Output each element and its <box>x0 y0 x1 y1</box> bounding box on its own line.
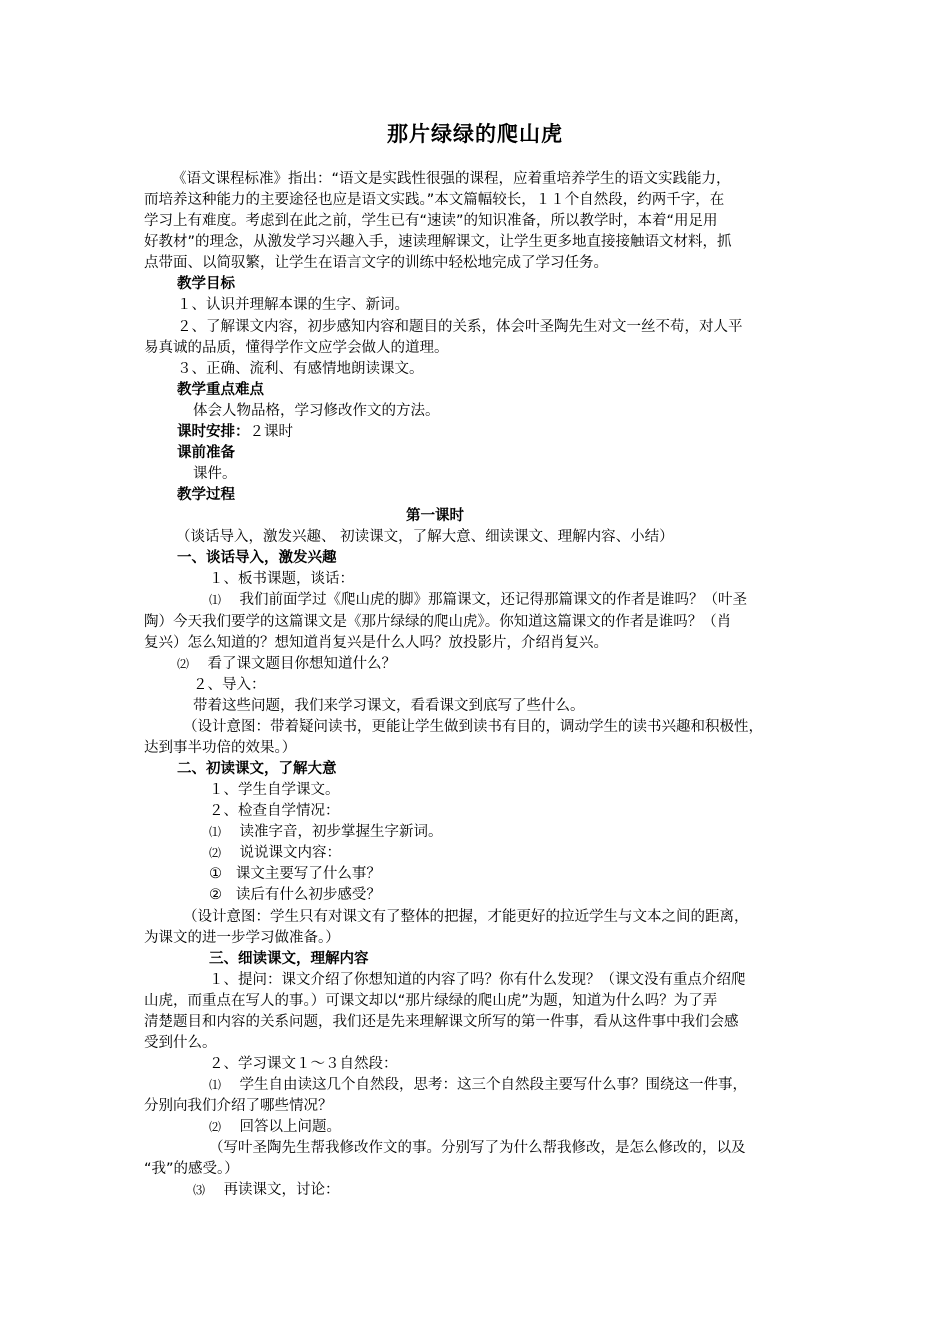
document-title: 那片绿绿的爬山虎 <box>387 122 563 146</box>
question-text: 读准字音，初步掌握生字新词。 <box>239 824 443 840</box>
section3-question <box>209 1075 747 1096</box>
section1-item: ２、导入： <box>193 677 266 693</box>
goal-item: １、认识并理解本课的生字、新词。 <box>177 297 409 313</box>
section1-text: 带着这些问题，我们来学习课文，看看课文到底写了些什么。 <box>193 698 585 714</box>
section2-design: （设计意图：学生只有对课文有了整体的把握，才能更好的拉近学生与文本之间的距离， <box>183 909 749 925</box>
section3-item: ２、学习课文１～３自然段： <box>209 1056 398 1072</box>
section2-sub <box>209 885 381 906</box>
section1-question <box>209 590 747 611</box>
intro-line: 点带面、以简驭繁，让学生在语言文字的训练中轻松地完成了学习任务。 <box>144 255 608 271</box>
goal-item: ２、了解课文内容，初步感知内容和题目的关系，体会叶圣陶先生对文一丝不苟，对人平 <box>177 319 743 335</box>
intro-line: 学习上有难度。考虑到在此之前，学生已有“速读”的知识准备，所以教学时，本着“用足用 <box>144 213 718 229</box>
goals-heading: 教学目标 <box>177 276 235 292</box>
section3-question <box>193 1180 339 1201</box>
question-number: ⑵ <box>209 1120 222 1134</box>
section1-design: 达到事半功倍的效果。） <box>144 740 297 756</box>
question-number: ⑴ <box>209 825 222 839</box>
lesson1-title: 第一课时 <box>406 508 464 524</box>
question-text: 看了课文题目你想知道什么？ <box>207 656 396 672</box>
keypoints-text: 体会人物品格，学习修改作文的方法。 <box>193 403 440 419</box>
section3-text: １、提问：课文介绍了你想知道的内容了吗？你有什么发现？（课文没有重点介绍爬 <box>209 972 746 988</box>
intro-line: 好教材”的理念，从激发学习兴趣入手，速读理解课文，让学生更多地直接接触语文材料，抓 <box>144 234 732 250</box>
section1-question-cont: 陶）今天我们要学的这篇课文是《那片绿绿的爬山虎》。你知道这篇课文的作者是谁吗？（肖 <box>144 614 732 630</box>
process-heading: 教学过程 <box>177 487 235 503</box>
section2-heading: 二、初读课文，了解大意 <box>177 761 337 777</box>
section3-question-cont: 分别向我们介绍了哪些情况？ <box>144 1098 333 1114</box>
section3-text: 受到什么。 <box>144 1035 217 1051</box>
question-text: 回答以上问题。 <box>239 1119 341 1135</box>
section1-question <box>177 654 396 675</box>
section3-text: 清楚题目和内容的关系问题，我们还是先来理解课文所写的第一件事，看从这件事中我们会感 <box>144 1014 739 1030</box>
schedule-line <box>177 422 293 443</box>
section2-question <box>209 822 442 843</box>
question-number: ⑴ <box>209 593 222 607</box>
question-text: 再读课文，讨论： <box>223 1182 340 1198</box>
section1-question-cont: 复兴）怎么知道的？想知道肖复兴是什么人吗？放投影片，介绍肖复兴。 <box>144 635 608 651</box>
section2-question <box>209 843 341 864</box>
section1-item: １、板书课题，谈话： <box>209 571 354 587</box>
section3-question <box>209 1117 341 1138</box>
section3-heading: 三、细读课文，理解内容 <box>209 951 369 967</box>
question-text: 学生自由读这几个自然段，思考：这三个自然段主要写什么事？围绕这一件事， <box>239 1077 747 1093</box>
keypoints-heading: 教学重点难点 <box>177 382 264 398</box>
goal-item: ３、正确、流利、有感情地朗读课文。 <box>177 361 424 377</box>
prep-heading: 课前准备 <box>177 445 235 461</box>
lesson1-summary: （谈话导入，激发兴趣、 初读课文，了解大意、细读课文、理解内容、小结） <box>176 529 674 545</box>
section3-text: 山虎，而重点在写人的事。）可课文却以“那片绿绿的爬山虎”为题，知道为什么吗？为了弄 <box>144 993 718 1009</box>
section2-sub <box>209 864 381 885</box>
intro-line: 而培养这种能力的主要途径也应是语文实践。”本文篇幅较长，１１个自然段，约两千字，在 <box>144 192 725 208</box>
goal-item: 易真诚的品质，懂得学作文应学会做人的道理。 <box>144 340 449 356</box>
intro-line: 《语文课程标准》指出：“语文是实践性很强的课程，应着重培养学生的语文实践能力， <box>172 171 731 187</box>
question-number: ⑴ <box>209 1078 222 1092</box>
question-text: 我们前面学过《爬山虎的脚》那篇课文，还记得那篇课文的作者是谁吗？（叶圣 <box>239 592 747 608</box>
schedule-label: 课时安排： <box>177 424 250 440</box>
question-number: ⑶ <box>193 1183 206 1197</box>
section1-heading: 一、谈话导入，激发兴趣 <box>177 550 337 566</box>
question-number: ⑵ <box>209 846 222 860</box>
section3-note: （写叶圣陶先生帮我修改作文的事。分别写了为什么帮我修改，是怎么修改的，以及 <box>209 1140 746 1156</box>
sub-number: ① <box>209 866 222 882</box>
sub-text: 读后有什么初步感受？ <box>235 887 381 903</box>
sub-text: 课文主要写了什么事？ <box>235 866 381 882</box>
question-number: ⑵ <box>177 657 190 671</box>
section1-design: （设计意图：带着疑问读书，更能让学生做到读书有目的，调动学生的读书兴趣和积极性， <box>183 719 763 735</box>
section3-note: “我”的感受。） <box>144 1161 239 1177</box>
prep-text: 课件。 <box>193 466 237 482</box>
question-text: 说说课文内容： <box>239 845 341 861</box>
section2-item: ２、检查自学情况： <box>209 803 340 819</box>
section2-design: 为课文的进一步学习做准备。） <box>144 930 340 946</box>
sub-number: ② <box>209 887 222 903</box>
section2-item: １、学生自学课文。 <box>209 782 340 798</box>
schedule-value: ２课时 <box>249 424 293 440</box>
